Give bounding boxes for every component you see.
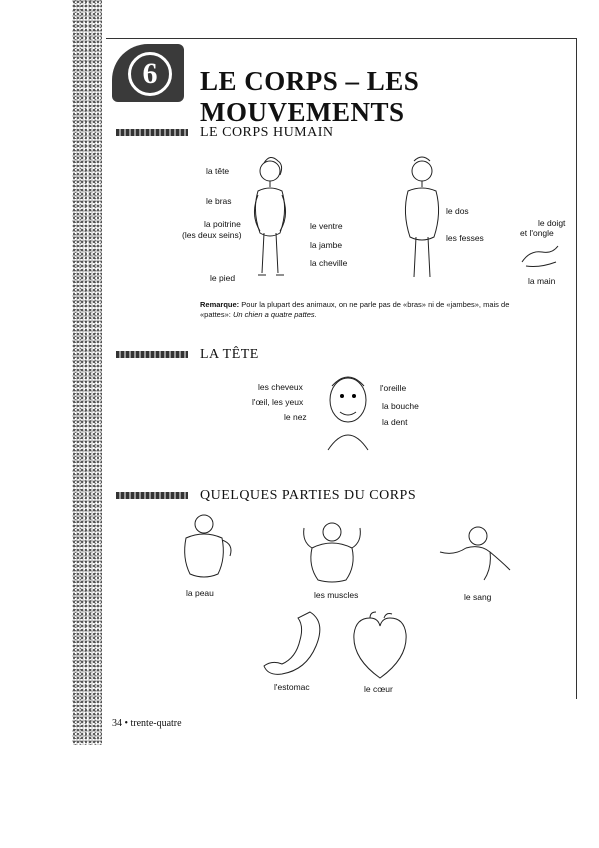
label-dent: la dent	[382, 417, 408, 427]
section3-heading: QUELQUES PARTIES DU CORPS	[200, 488, 417, 503]
page-footer: 34 • trente-quatre	[112, 718, 182, 729]
label-estomac: l'estomac	[274, 682, 310, 692]
section-heading-tete	[116, 347, 259, 363]
label-peau: la peau	[186, 588, 214, 598]
label-nez: le nez	[284, 412, 307, 422]
label-muscles: les muscles	[314, 590, 359, 600]
label-bouche: la bouche	[382, 401, 419, 411]
label-pied: le pied	[210, 273, 236, 283]
label-cheville: la cheville	[310, 258, 348, 268]
hand-figure	[520, 240, 560, 270]
note-text: Pour la plupart des animaux, on ne parle pas de «bras» ni de «jambes», mais de «pattes»:	[200, 300, 510, 319]
chapter-number: 6	[128, 52, 172, 96]
heart-figure	[350, 612, 410, 682]
label-oeil: l'œil, les yeux	[252, 397, 304, 407]
page-edge-texture	[72, 0, 102, 745]
skin-figure	[168, 510, 238, 585]
section2-heading: LA TÊTE	[200, 347, 259, 362]
label-jambe: la jambe	[310, 240, 343, 250]
front-body-figure	[240, 155, 320, 285]
label-poitrine: la poitrine	[204, 219, 241, 229]
label-sang: le sang	[464, 592, 492, 602]
section1-heading: LE CORPS HUMAIN	[200, 125, 334, 140]
head-figure	[318, 370, 378, 450]
label-seins: (les deux seins)	[182, 230, 242, 240]
chapter-title: LE CORPS – LES MOUVEMENTS	[200, 66, 420, 127]
back-body-figure	[392, 155, 452, 285]
label-dos: le dos	[446, 206, 469, 216]
label-fesses: les fesses	[446, 233, 484, 243]
heading-bar	[116, 129, 188, 136]
section-heading-parties	[116, 488, 416, 504]
label-main: la main	[528, 276, 556, 286]
label-ongle: et l'ongle	[520, 228, 554, 238]
label-bras: le bras	[206, 196, 232, 206]
label-coeur: le cœur	[364, 684, 393, 694]
section-heading-corps	[116, 125, 334, 141]
heading-bar	[116, 492, 188, 499]
remark-note	[200, 300, 520, 320]
heading-bar	[116, 351, 188, 358]
muscles-figure	[296, 518, 366, 588]
label-ventre: le ventre	[310, 221, 343, 231]
label-doigt: le doigt	[538, 218, 566, 228]
note-bold: Remarque:	[200, 300, 240, 309]
label-tete: la tête	[206, 166, 230, 176]
label-oreille: l'oreille	[380, 383, 407, 393]
stomach-figure	[260, 608, 330, 680]
note-italic: Un chien a quatre pattes.	[232, 310, 317, 319]
blood-figure	[436, 522, 516, 587]
label-cheveux: les cheveux	[258, 382, 303, 392]
chapter-number-badge	[112, 44, 184, 102]
